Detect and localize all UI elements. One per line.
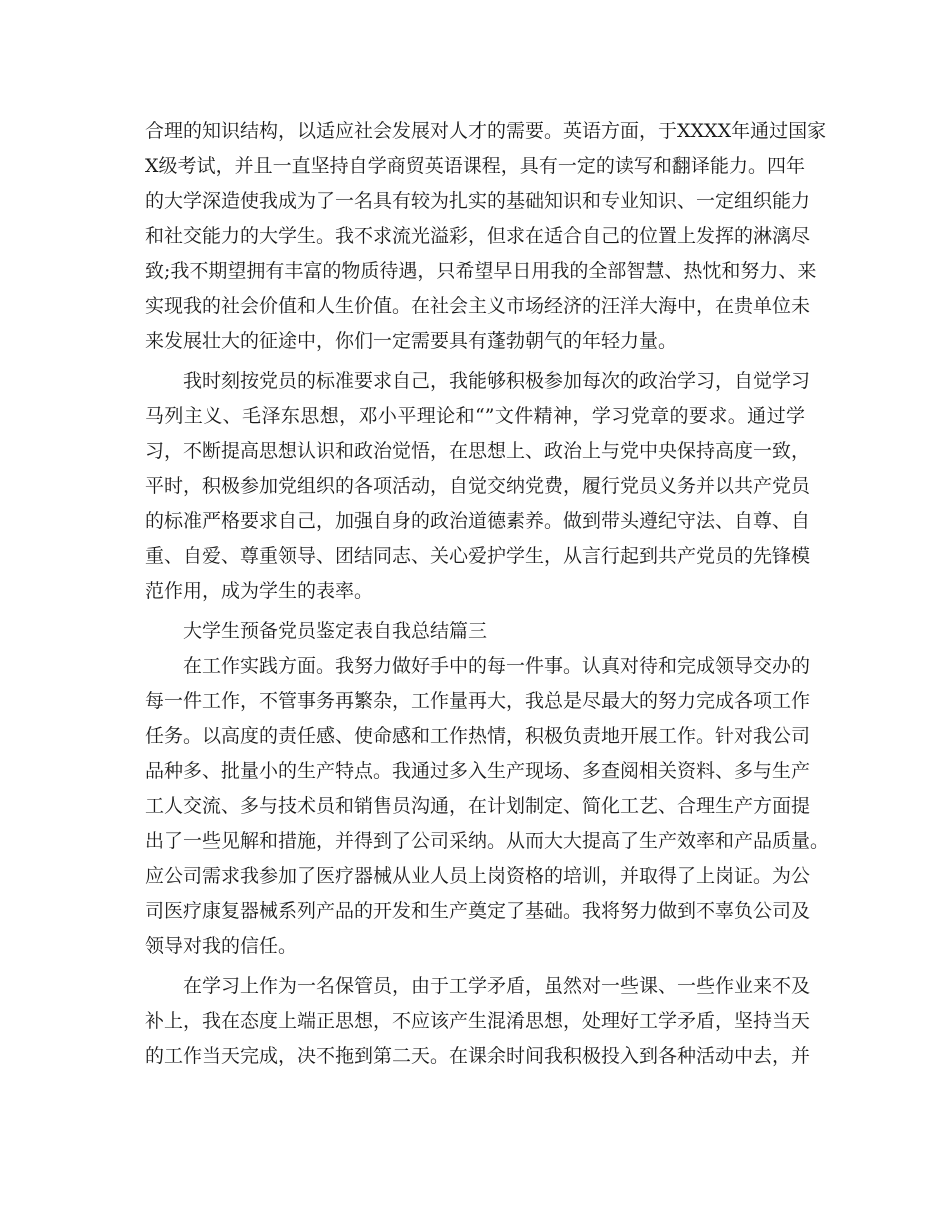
text-line: 习，不断提高思想认识和政治觉悟，在思想上、政治上与党中央保持高度一致，: [145, 440, 811, 462]
text-line: 工人交流、多与技术员和销售员沟通，在计划制定、简化工艺、合理生产方面提: [145, 795, 811, 817]
text-line: 合理的知识结构，以适应社会发展对人才的需要。英语方面，于XXXX年通过国家: [145, 120, 827, 142]
text-line: X级考试，并且一直坚持自学商贸英语课程，具有一定的读写和翻译能力。四年: [145, 155, 805, 177]
paragraph-first-line: 我时刻按党员的标准要求自己，我能够积极参加每次的政治学习，自觉学习: [183, 370, 811, 392]
text-line: 出了一些见解和措施，并得到了公司采纳。从而大大提高了生产效率和产品质量。: [145, 830, 830, 852]
text-line: 马列主义、毛泽东思想，邓小平理论和“”文件精神，学习党章的要求。通过学: [145, 405, 805, 427]
text-line: 司医疗康复器械系列产品的开发和生产奠定了基础。我将努力做到不辜负公司及: [145, 900, 811, 922]
text-line: 每一件工作，不管事务再繁杂，工作量再大，我总是尽最大的努力完成各项工作: [145, 690, 811, 712]
section-heading: 大学生预备党员鉴定表自我总结篇三: [183, 620, 488, 642]
text-line: 平时，积极参加党组织的各项活动，自觉交纳党费，履行党员义务并以共产党员: [145, 475, 811, 497]
text-line: 重、自爱、尊重领导、团结同志、关心爱护学生，从言行起到共产党员的先锋模: [145, 545, 811, 567]
text-line: 领导对我的信任。: [145, 935, 298, 957]
text-line: 致;我不期望拥有丰富的物质待遇，只希望早日用我的全部智慧、热忱和努力、来: [145, 260, 817, 282]
text-line: 的标准严格要求自己，加强自身的政治道德素养。做到带头遵纪守法、自尊、自: [145, 510, 811, 532]
text-line: 补上，我在态度上端正思想，不应该产生混淆思想，处理好工学矛盾，坚持当天: [145, 1010, 811, 1032]
text-line: 来发展壮大的征途中，你们一定需要具有蓬勃朝气的年轻力量。: [145, 330, 678, 352]
text-line: 任务。以高度的责任感、使命感和工作热情，积极负责地开展工作。针对我公司: [145, 725, 811, 747]
text-line: 的工作当天完成，决不拖到第二天。在课余时间我积极投入到各种活动中去，并: [145, 1045, 811, 1067]
text-line: 的大学深造使我成为了一名具有较为扎实的基础知识和专业知识、一定组织能力: [145, 190, 811, 212]
text-line: 范作用，成为学生的表率。: [145, 580, 374, 602]
text-line: 品种多、批量小的生产特点。我通过多入生产现场、多查阅相关资料、多与生产: [145, 760, 811, 782]
paragraph-first-line: 在学习上作为一名保管员，由于工学矛盾，虽然对一些课、一些作业来不及: [183, 975, 811, 997]
paragraph-first-line: 在工作实践方面。我努力做好手中的每一件事。认真对待和完成领导交办的: [183, 655, 811, 677]
text-line: 和社交能力的大学生。我不求流光溢彩，但求在适合自己的位置上发挥的淋漓尽: [145, 225, 811, 247]
text-line: 实现我的社会价值和人生价值。在社会主义市场经济的汪洋大海中，在贵单位未: [145, 295, 811, 317]
text-line: 应公司需求我参加了医疗器械从业人员上岗资格的培训，并取得了上岗证。为公: [145, 865, 811, 887]
